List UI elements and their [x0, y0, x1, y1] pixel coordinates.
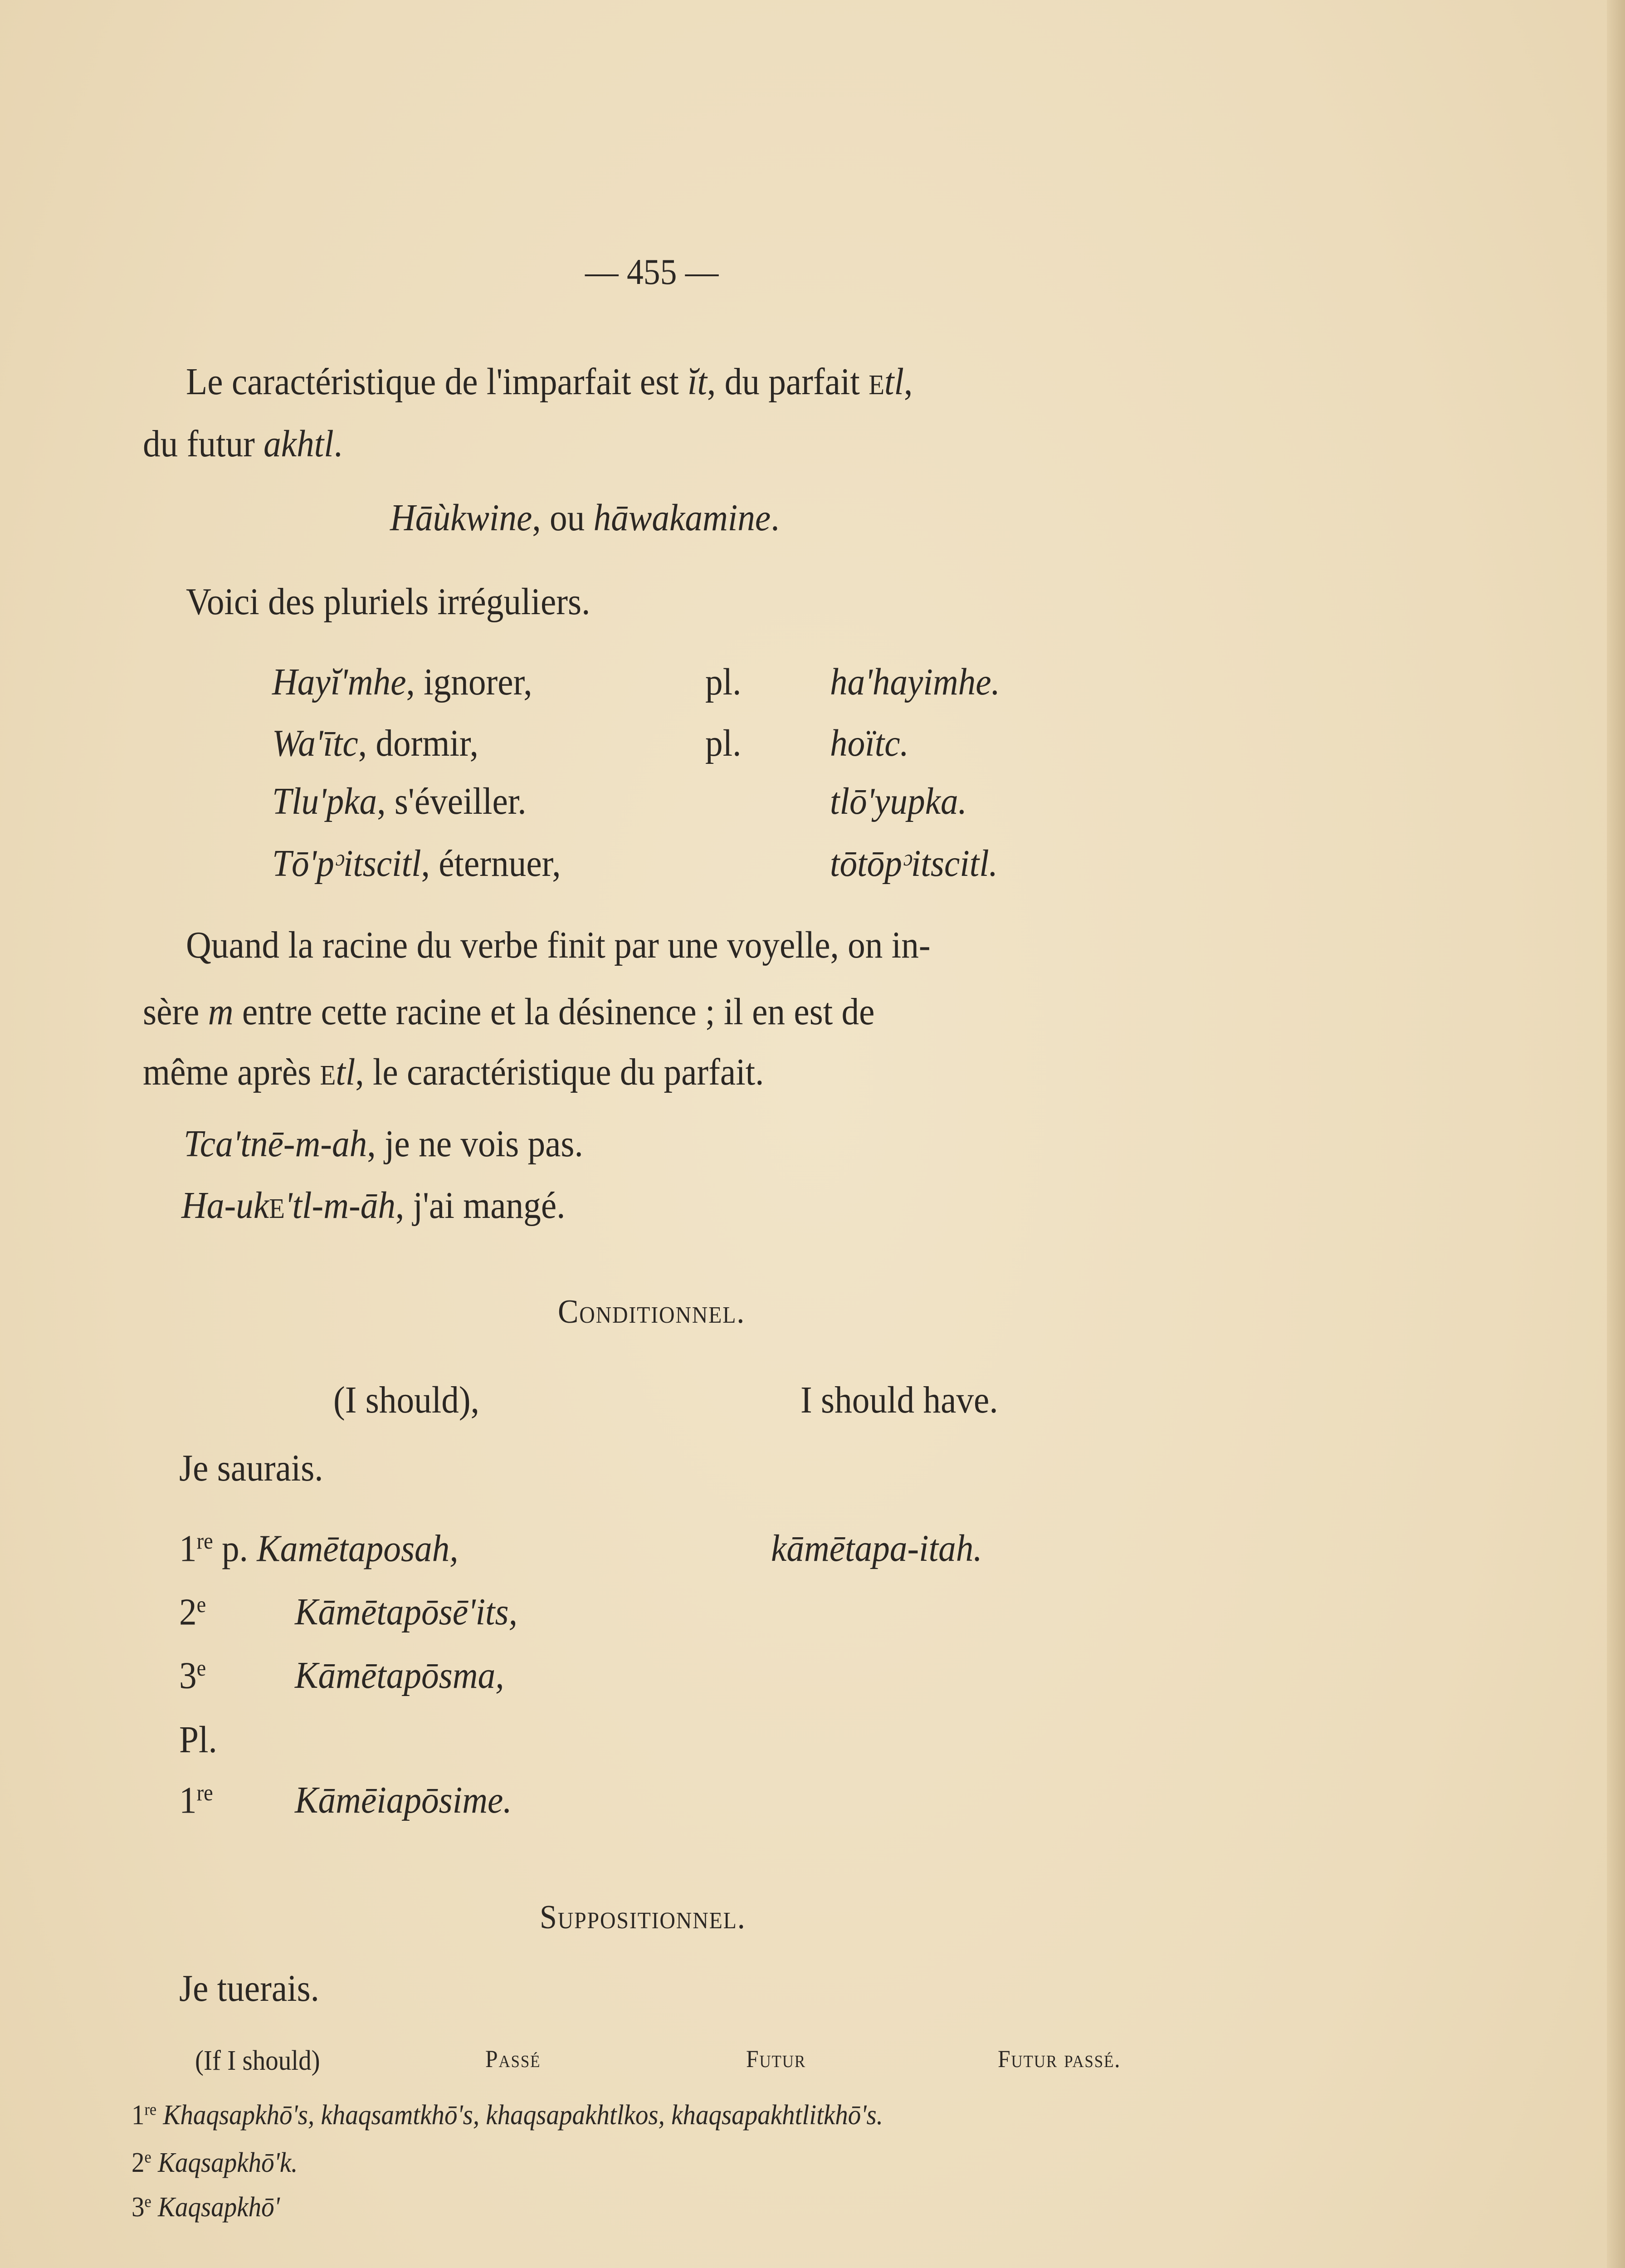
singular-word: Wa'ītc: [272, 722, 358, 764]
example-word: Ha-uk: [181, 1184, 269, 1227]
intro-text: ,: [904, 361, 913, 403]
conditionnel-plural-row: [179, 1781, 213, 1820]
person-number: 2: [179, 1591, 197, 1633]
conditionnel-row: [179, 1527, 459, 1570]
verb-forms: Kaqsapkhō': [157, 2192, 280, 2223]
plural-word: tōtōpᵓitscitl.: [830, 842, 998, 885]
gloss: , s'éveiller.: [377, 780, 527, 822]
conditionnel-row: [179, 1654, 206, 1697]
person-ordinal: e: [196, 1655, 206, 1681]
gloss: , éternuer,: [421, 842, 561, 885]
person-number: 3: [179, 1654, 197, 1697]
plural-word: tlō'yupka.: [830, 780, 967, 822]
conditionnel-past-form: kāmētapa-itah.: [771, 1527, 982, 1569]
page-edge-right: [1607, 0, 1625, 2268]
person-number: 3: [132, 2192, 145, 2223]
person-number: 2: [132, 2147, 145, 2178]
person-ordinal: e: [196, 1592, 206, 1617]
person-ordinal: e: [144, 2192, 151, 2211]
gloss: , ignorer,: [406, 661, 532, 703]
plural-row: [272, 663, 532, 701]
person-number: 1: [179, 1527, 197, 1570]
intro-text: , du parfait: [707, 361, 869, 403]
plural-row: [272, 724, 478, 763]
example-word: Hāùkwine: [390, 497, 532, 539]
person-ordinal: re: [196, 1528, 213, 1554]
gloss: , dormir,: [358, 722, 478, 764]
rule-text: même après: [143, 1051, 320, 1093]
example-word: hāwakamine: [593, 497, 771, 539]
suppositionnel-header: Passé: [485, 2045, 541, 2072]
conditionnel-col-header: I should have.: [800, 1379, 998, 1421]
intro-line-2: [143, 425, 342, 463]
plural-label: Pl.: [179, 1719, 217, 1761]
perfect-suffix-cap: E: [320, 1060, 336, 1091]
person-ordinal: re: [144, 2100, 157, 2119]
plural-row: [272, 842, 561, 885]
suppositionnel-header: Futur passé.: [998, 2045, 1121, 2072]
verb-forms: Kaqsapkhō'k.: [157, 2147, 298, 2178]
person-ordinal: re: [196, 1780, 213, 1805]
intro-text: Le caractéristique de l'imparfait est: [186, 361, 688, 403]
example-gloss: , je ne vois pas.: [367, 1123, 583, 1165]
verb-form: Kāmēiapōsime.: [295, 1779, 512, 1821]
conditionnel-verb: Je saurais.: [179, 1447, 323, 1489]
example-centered: [390, 499, 780, 537]
verb-form: Kamētaposah,: [257, 1527, 459, 1570]
suppositionnel-header: Futur: [746, 2045, 806, 2072]
example-word-cap: E: [269, 1193, 285, 1224]
singular-word: Tō'pᵓitscitl: [272, 842, 421, 885]
suppositionnel-row: [132, 2149, 298, 2177]
pl-label: pl.: [705, 661, 742, 703]
plural-word: hoïtc.: [830, 722, 909, 764]
intro-text: .: [333, 423, 343, 465]
person-ordinal: e: [144, 2148, 151, 2167]
singular-word: Hayĭ'mhe: [272, 661, 406, 703]
infix-m: m: [208, 991, 234, 1033]
person-abbrev: p.: [213, 1527, 257, 1570]
section-heading-suppositionnel: Suppositionnel.: [540, 1899, 746, 1936]
plural-word: ha'hayimhe.: [830, 661, 1000, 703]
suppositionnel-header: (If I should): [195, 2045, 320, 2076]
rule-text: sère: [143, 991, 208, 1033]
perfect-suffix-cap: E: [869, 370, 885, 401]
verb-form: Kāmētapōsma,: [295, 1654, 504, 1696]
imperfect-suffix: ĭt: [688, 361, 707, 403]
example-end: .: [771, 497, 780, 539]
intro-text: du futur: [143, 423, 264, 465]
plural-row: [272, 782, 527, 821]
rule-line-2: [143, 993, 874, 1031]
suppositionnel-row: [132, 2193, 280, 2221]
intro-line-1: [186, 363, 913, 401]
singular-word: Tlu'pka: [272, 780, 377, 822]
rule-line-1: Quand la racine du verbe finit par une voyelle, on in-: [186, 924, 931, 966]
rule-line-3: [143, 1053, 764, 1091]
conditionnel-row: [179, 1593, 206, 1632]
page-number: — 455 —: [585, 252, 719, 292]
verb-form: Kāmētapōsē'its,: [295, 1591, 517, 1633]
person-number: 1: [179, 1779, 197, 1822]
example-word: Tca'tnē-m-ah: [184, 1123, 367, 1165]
suppositionnel-verb: Je tuerais.: [179, 1967, 320, 2009]
perfect-suffix: tl: [336, 1051, 356, 1093]
conditionnel-col-header: (I should),: [333, 1379, 479, 1421]
suppositionnel-row: [132, 2101, 883, 2129]
verb-forms: Khaqsapkhō's, khaqsamtkhō's, khaqsapakhtlkos, khaqsapakhtlitkhō's.: [163, 2100, 883, 2131]
rule-text: entre cette racine et la désinence ; il en est de: [233, 991, 875, 1033]
rule-text: , le caractéristique du parfait.: [355, 1051, 764, 1093]
example-gloss: , j'ai mangé.: [395, 1184, 566, 1227]
rule-example: [184, 1125, 583, 1163]
perfect-suffix: tl: [884, 361, 904, 403]
section-heading-conditionnel: Conditionnel.: [558, 1293, 746, 1330]
example-word: 'tl-m-āh: [284, 1184, 396, 1227]
plurals-intro: Voici des pluriels irréguliers.: [186, 581, 590, 623]
rule-example: [181, 1184, 566, 1227]
person-number: 1: [132, 2100, 145, 2131]
example-sep: , ou: [532, 497, 594, 539]
future-suffix: akhtl: [264, 423, 334, 465]
pl-label: pl.: [705, 722, 742, 764]
